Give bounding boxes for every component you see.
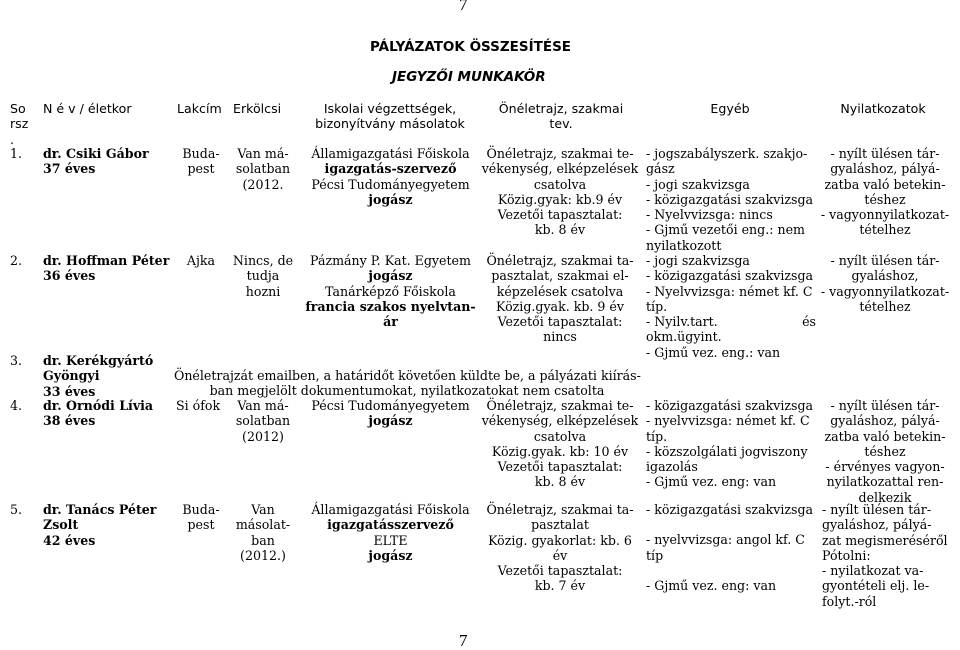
header-lakcim: Lakcím <box>177 101 222 116</box>
other-info-part: - Nyilv.tart. <box>646 314 718 330</box>
school-line: Tanárképző Főiskola <box>325 283 456 299</box>
row-number: 3. <box>10 353 23 368</box>
header-erkolcsi: Erkölcsi <box>233 101 282 116</box>
other-info-line: - közigazgatási szakvizsga - nyelvvizsga: német kf. C típ. <box>646 398 814 444</box>
other-info <box>646 398 816 490</box>
applicant-name: dr. Kerékgyártó Gyöngyi 33 éves <box>43 353 154 399</box>
cv-experience: Önéletrajz, szakmai ta- pasztalat, szakmai el- képzelések csatolva Közig.gyak. kb. 9 év Vezetői tapasztalat: nincs <box>486 253 634 345</box>
applicant-name: dr. Ornódi Lívia 38 éves <box>43 398 154 429</box>
degree-line: igazgatás-szervező <box>324 161 457 177</box>
school-line: Pázmány P. Kat. Egyetem <box>310 253 471 268</box>
declarations: - nyílt ülésen tár- gyaláshoz, - vagyonnyilatkozat- tételhez <box>820 253 950 314</box>
other-info-line: - Gjmű vez. eng: van <box>646 577 777 593</box>
declarations: - nyílt ülésen tár- gyaláshoz, pályá- zatba való betekin- téshez - vagyonnyilatkozat- tételhez <box>820 146 950 238</box>
applicant-name: dr. Csiki Gábor 37 éves <box>43 146 149 177</box>
header-iskolai: Iskolai végzettségek, bizonyítvány másolatok <box>315 101 465 132</box>
header-nyilatkozatok: Nyilatkozatok <box>840 101 926 116</box>
row-number: 2. <box>10 253 23 268</box>
criminal-record: Van má- solatban (2012. <box>235 146 291 192</box>
criminal-record: Van má- solatban (2012) <box>235 398 291 444</box>
applicant-name: dr. Hoffman Péter 36 éves <box>43 253 170 284</box>
criminal-record: Nincs, de tudja hozni <box>232 253 294 299</box>
other-info-line: - közszolgálati jogviszony igazolás <box>646 443 808 475</box>
other-info-line: - jogi szakvizsga - közigazgatási szakvizsga - Nyelvvizsga: német kf. C típ. <box>646 253 814 314</box>
education <box>298 502 483 563</box>
school-line: Pécsi Tudományegyetem <box>311 176 470 192</box>
other-info-line: okm.ügyint. - Gjmű vez. eng.: van <box>646 329 781 360</box>
other-info-part: és <box>802 314 816 330</box>
other-info-line: - nyelvvizsga: angol kf. C típ <box>646 532 805 563</box>
other-info-line <box>646 314 816 329</box>
page-title: PÁLYÁZATOK ÖSSZESÍTÉSE <box>370 39 572 55</box>
page-subtitle: JEGYZŐI MUNKAKÖR <box>392 69 546 85</box>
applicant-name: dr. Tanács Péter Zsolt 42 éves <box>43 502 157 548</box>
note-line: Önéletrajzát emailben, a határidőt követően küldte be, a pályázati kiírás- <box>174 368 641 383</box>
degree-line: jogász <box>368 268 413 284</box>
header-sorszam: So rsz . <box>10 101 29 147</box>
header-egyeb: Egyéb <box>710 101 750 116</box>
education <box>298 146 483 207</box>
criminal-record: Van másolat- ban (2012.) <box>235 502 291 563</box>
degree-line: jogász <box>368 191 413 207</box>
page-number-bottom: 7 <box>459 631 468 650</box>
cv-experience: Önéletrajz, szakmai te- vékenység, elképzelések csatolva Közig.gyak. kb: 10 év Vezetői tapasztalat: kb. 8 év <box>481 398 639 490</box>
note-line: ban megjelölt dokumentumokat, nyilatkozatokat nem csatolta <box>209 383 605 399</box>
header-nev: N é v / életkor <box>43 101 132 116</box>
school-line: Pécsi Tudományegyetem <box>311 398 470 413</box>
other-info-line: - Gjmű vez. eng: van <box>646 474 777 490</box>
row-number: 4. <box>10 398 23 413</box>
school-line: Államigazgatási Főiskola <box>311 502 470 517</box>
address: Buda- pest <box>182 146 220 177</box>
header-oneletrajz: Önéletrajz, szakmai tev. <box>498 101 624 132</box>
education <box>298 398 483 429</box>
cv-experience: Önéletrajz, szakmai ta- pasztalat Közig. gyakorlat: kb. 6 év Vezetői tapasztalat: kb. 7 év <box>486 502 634 594</box>
education <box>298 253 483 329</box>
page-number-top: 7 <box>459 0 468 14</box>
row-number: 1. <box>10 146 23 161</box>
other-info <box>646 253 816 360</box>
school-line: Államigazgatási Főiskola <box>311 146 470 161</box>
other-info: - jogszabályszerk. szakjo- gász - jogi szakvizsga - közigazgatási szakvizsga - Nyelvvizsga: nincs - Gjmű vezetői eng.: nem nyilatkozott <box>646 146 814 253</box>
address: Si ófok <box>176 398 221 413</box>
degree-line: francia szakos nyelvtan- ár <box>305 298 476 330</box>
cv-experience: Önéletrajz, szakmai te- vékenység, elképzelések csatolva Közig.gyak: kb.9 év Vezetői tapasztalat: kb. 8 év <box>481 146 639 238</box>
declarations: - nyílt ülésen tár- gyaláshoz, pályá- zat megismeréséről Pótolni: - nyilatkozat va- gyontételi elj. le- folyt.-ról <box>822 502 948 609</box>
address: Ajka <box>186 253 216 268</box>
other-info <box>646 502 816 593</box>
address: Buda- pest <box>182 502 220 533</box>
degree-line: jogász <box>368 547 413 563</box>
application-note <box>174 368 640 399</box>
declarations: - nyílt ülésen tár- gyaláshoz, pályá- zatba való betekin- téshez - érvényes vagyon- nyilatkozattal ren- delkezik <box>824 398 946 505</box>
degree-line: igazgatásszervező <box>327 517 454 533</box>
row-number: 5. <box>10 502 23 517</box>
degree-line: jogász <box>368 413 413 429</box>
school-line: ELTE <box>373 532 408 548</box>
other-info-line: - közigazgatási szakvizsga <box>646 502 814 517</box>
